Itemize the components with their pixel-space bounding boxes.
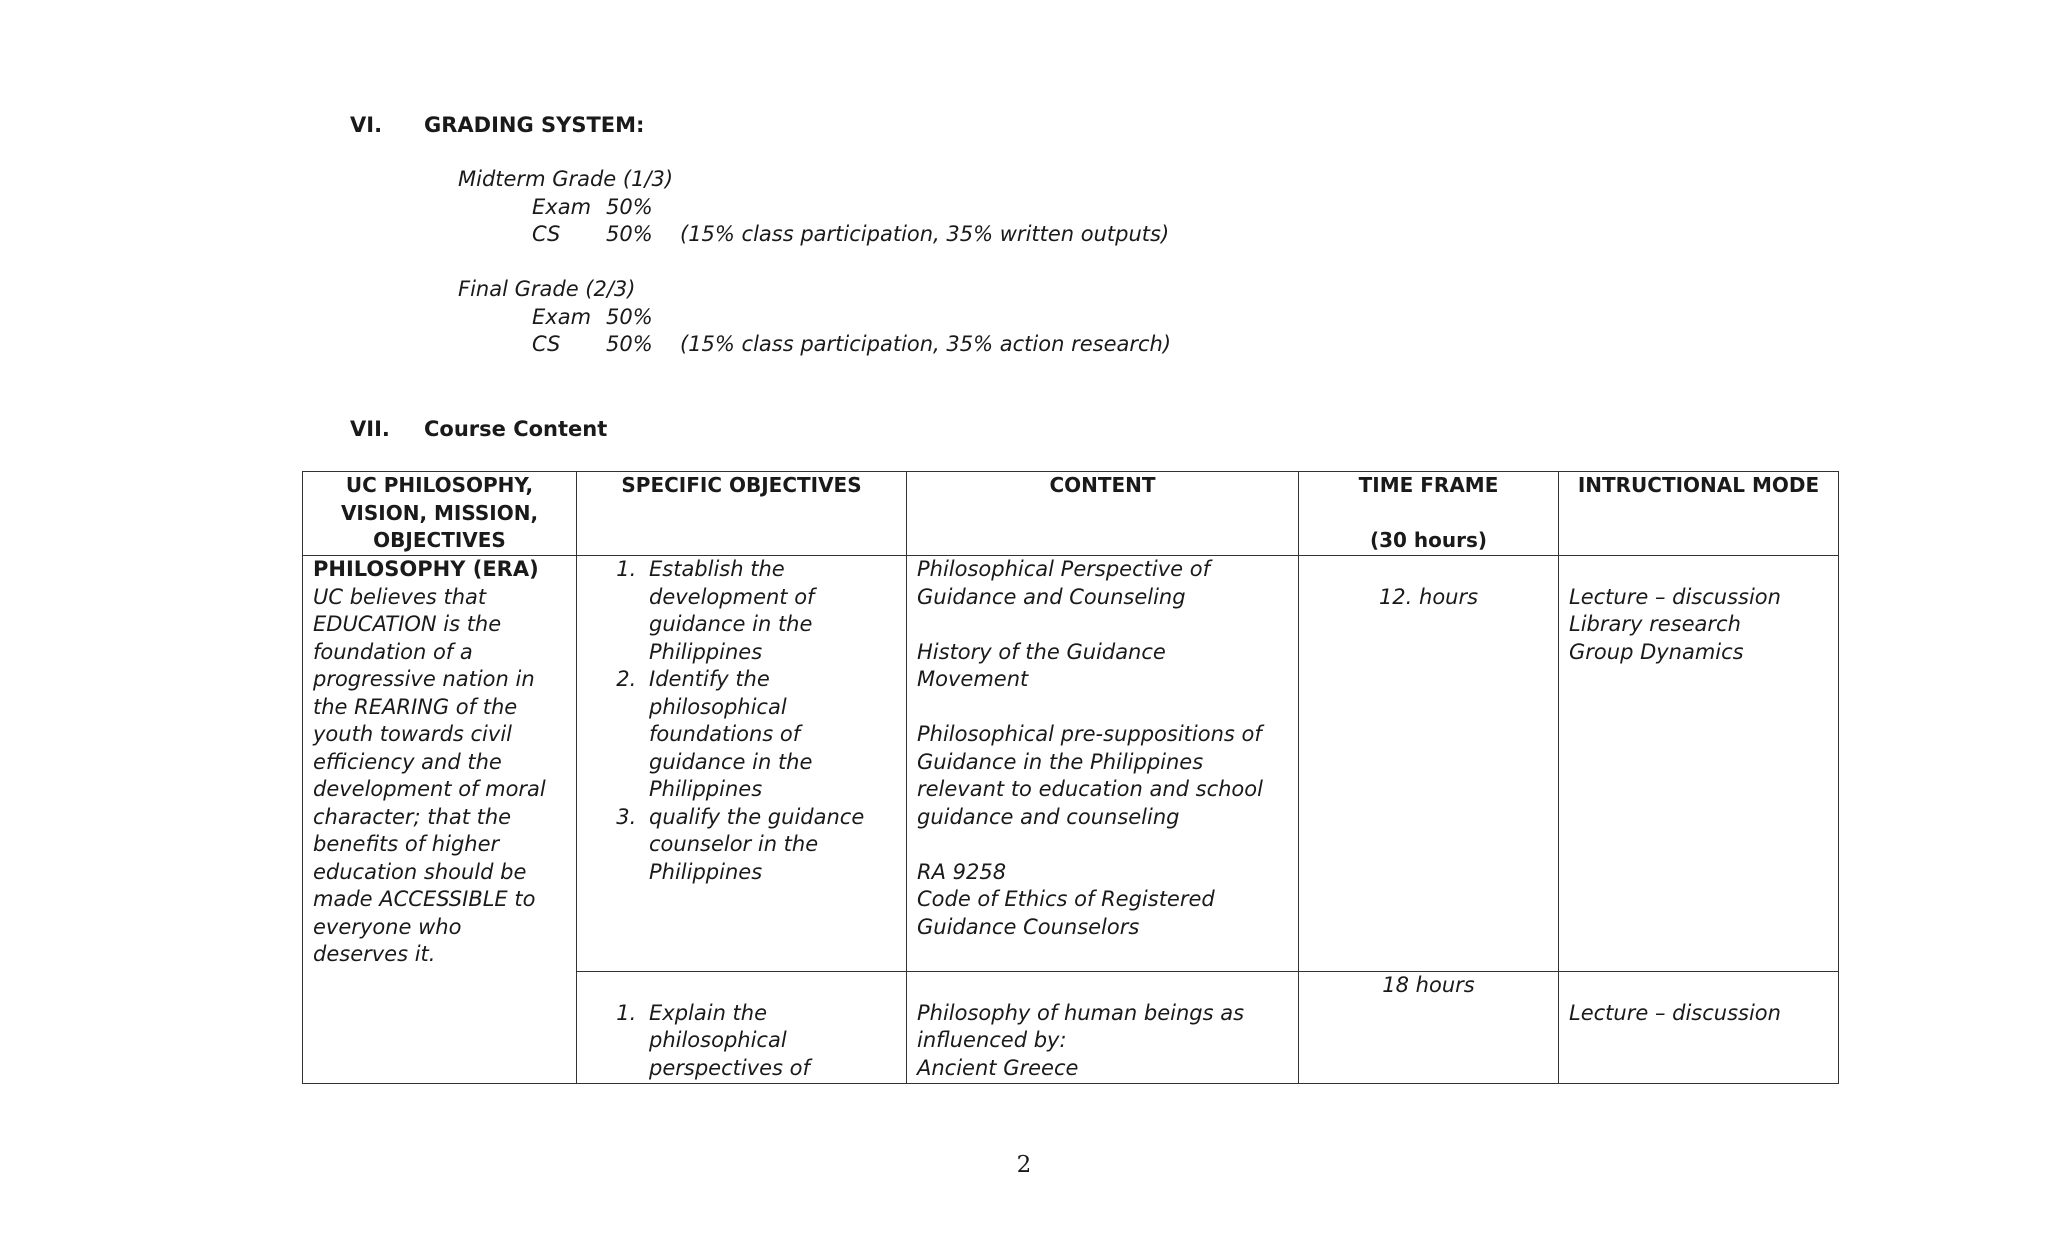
text-line: development of moral <box>313 777 546 801</box>
time-value: 12. hours <box>1378 584 1479 609</box>
text-line: education should be <box>313 859 527 884</box>
list-item: 1. Explain the philosophical perspectives of <box>643 1000 896 1083</box>
midterm-cs-pct: 50% <box>606 222 653 246</box>
header-time-frame <box>1299 472 1559 556</box>
header-specific-objectives: SPECIFIC OBJECTIVES <box>577 472 907 556</box>
text-line: deserves it. <box>313 942 436 966</box>
mode-line: Lecture – discussion <box>1569 584 1781 609</box>
final-cs-pct: 50% <box>606 332 653 356</box>
instructional-mode-cell <box>1559 972 1839 1084</box>
table-row <box>303 556 1839 972</box>
content-line: Movement <box>917 667 1029 691</box>
content-line: influenced by: <box>917 1028 1067 1052</box>
text-line: everyone who <box>313 914 462 939</box>
text-line: foundation of a <box>313 639 473 664</box>
text-line: EDUCATION is the <box>313 612 502 636</box>
content-line: Philosophy of human beings as <box>917 1000 1245 1025</box>
section-number: VI. <box>350 113 383 137</box>
list-item: 1. Establish the development of guidance in the Philippines <box>643 556 896 666</box>
midterm-heading: Midterm Grade (1/3) <box>458 167 674 191</box>
instructional-mode-cell <box>1559 556 1839 972</box>
text-line: youth towards civil <box>313 722 512 746</box>
content-line: Guidance and Counseling <box>917 584 1186 609</box>
midterm-grade-block <box>458 166 1358 249</box>
text-line: the REARING of the <box>313 694 518 719</box>
mode-line: Library research <box>1569 612 1741 636</box>
philosophy-text <box>313 584 566 969</box>
time-frame-cell <box>1299 972 1559 1084</box>
final-exam-pct: 50% <box>606 304 653 329</box>
header-content: CONTENT <box>907 472 1299 556</box>
content-line: History of the Guidance <box>917 639 1166 664</box>
header-line: VISION, MISSION, <box>340 500 539 525</box>
final-heading: Final Grade (2/3) <box>458 277 636 301</box>
header-line: UC PHILOSOPHY, <box>345 473 534 497</box>
text-line: made ACCESSIBLE to <box>313 887 536 911</box>
table-header-row <box>303 472 1839 556</box>
content-line: Philosophical Perspective of <box>917 557 1210 581</box>
content-line: Code of Ethics of Registered <box>917 887 1215 911</box>
content-cell <box>907 972 1299 1084</box>
section-number: VII. <box>350 417 390 441</box>
mode-line: Group Dynamics <box>1569 639 1744 664</box>
header-line: OBJECTIVES <box>373 528 506 552</box>
list-item: 2. Identify the philosophical foundations of guidance in the Philippines <box>643 666 896 804</box>
final-grade-block <box>458 276 1358 359</box>
section-title: Course Content <box>424 417 608 441</box>
time-value: 18 hours <box>1382 973 1475 997</box>
content-cell <box>907 556 1299 972</box>
objectives-list <box>587 1000 896 1083</box>
final-exam-label: Exam <box>532 304 592 329</box>
midterm-exam-label: Exam <box>532 194 592 219</box>
mode-line: Lecture – discussion <box>1569 1000 1781 1025</box>
header-instructional-mode: INTRUCTIONAL MODE <box>1559 472 1839 556</box>
course-content-table <box>302 471 1839 1084</box>
midterm-cs-note: (15% class participation, 35% written outputs) <box>680 222 1170 246</box>
text-line: UC believes that <box>313 584 487 609</box>
philosophy-heading: PHILOSOPHY (ERA) <box>313 557 539 581</box>
final-cs-label: CS <box>532 332 561 356</box>
content-line: Philosophical pre-suppositions of <box>917 722 1262 746</box>
content-line: Guidance in the Philippines <box>917 749 1204 774</box>
text-line: character; that the <box>313 804 512 829</box>
objectives-cell <box>577 556 907 972</box>
text-line: efficiency and the <box>313 749 502 774</box>
page-number: 2 <box>1016 1152 1032 1178</box>
content-line: RA 9258 <box>917 859 1007 884</box>
list-item: 3. qualify the guidance counselor in the Philippines <box>643 804 896 887</box>
content-line: Guidance Counselors <box>917 914 1140 939</box>
text-line: benefits of higher <box>313 832 500 856</box>
midterm-cs-label: CS <box>532 222 561 246</box>
content-line: Ancient Greece <box>917 1055 1079 1080</box>
header-line: TIME FRAME <box>1358 473 1499 497</box>
midterm-exam-pct: 50% <box>606 194 653 219</box>
time-frame-cell <box>1299 556 1559 972</box>
content-line: relevant to education and school <box>917 777 1263 801</box>
final-cs-note: (15% class participation, 35% action research) <box>680 332 1172 356</box>
objectives-cell <box>577 972 907 1084</box>
content-line: guidance and counseling <box>917 804 1180 829</box>
header-line: (30 hours) <box>1369 528 1488 552</box>
header-uc-philosophy <box>303 472 577 556</box>
objectives-list <box>587 556 896 886</box>
philosophy-cell <box>303 556 577 1084</box>
text-line: progressive nation in <box>313 667 535 691</box>
section-title: GRADING SYSTEM: <box>424 113 645 137</box>
